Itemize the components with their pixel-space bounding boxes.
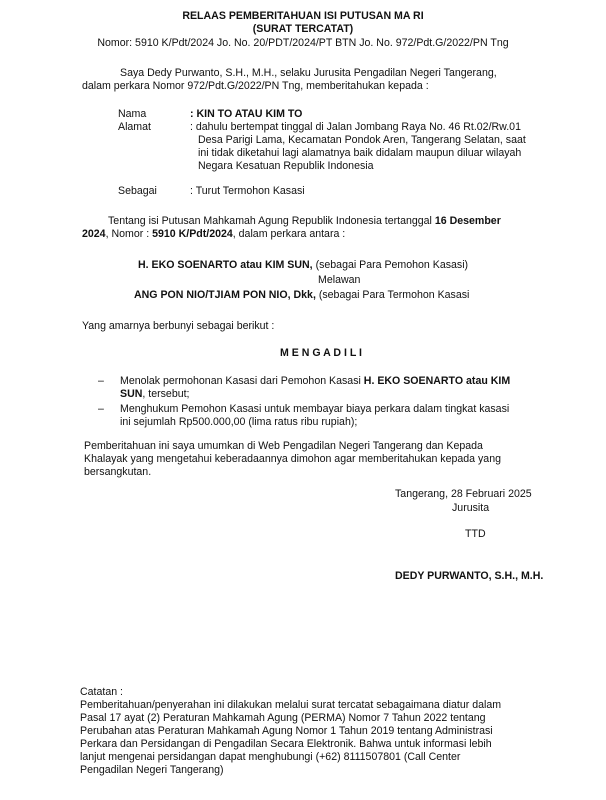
intro-line-1: Saya Dedy Purwanto, S.H., M.H., selaku Jurusita Pengadilan Negeri Tangerang, (120, 67, 497, 79)
announcement-line-3: bersangkutan. (84, 466, 152, 478)
pemohon-name: H. EKO SOENARTO atau KIM SUN, (138, 259, 313, 271)
ruling-2 (120, 403, 568, 429)
alamat-line: : dahulu bertempat tinggal di Jalan Jombang Raya No. 46 Rt.02/Rw.01 (190, 121, 521, 133)
pemohon-line (138, 259, 468, 272)
termohon-name: ANG PON NIO/TJIAM PON NIO, Dkk, (134, 289, 316, 301)
catatan-line: Pemberitahuan/penyerahan ini dilakukan melalui surat tercatat sebagaimana diatur dalam (80, 699, 502, 711)
putusan-date: 16 Desember (434, 215, 501, 227)
putusan-year: 2024 (82, 228, 106, 240)
signature-ttd: TTD (465, 528, 486, 540)
alamat-line: Negara Kesatuan Republik Indonesia (198, 160, 374, 172)
ruling-dash: – (98, 403, 104, 415)
tentang-text: , Nomor : (105, 228, 153, 240)
ruling-text: Menghukum Pemohon Kasasi untuk membayar biaya perkara dalam tingkat kasasi (120, 403, 510, 415)
ruling-party: H. EKO SOENARTO atau KIM (363, 375, 511, 387)
catatan-body (80, 699, 566, 777)
alamat-label: Alamat (118, 121, 151, 133)
ruling-text: ini sejumlah Rp500.000,00 (lima ratus ribu rupiah); (120, 416, 358, 428)
pemohon-role: (sebagai Para Pemohon Kasasi) (312, 259, 469, 271)
catatan-line: Perubahan atas Peraturan Mahkamah Agung Nomor 1 Tahun 2019 tentang Administrasi (80, 725, 493, 737)
document-number: Nomor: 5910 K/Pdt/2024 Jo. No. 20/PDT/2024/PT BTN Jo. No. 972/Pdt.G/2022/PN Tng (97, 37, 509, 49)
ruling-text: , tersebut; (142, 388, 190, 400)
nama-label: Nama (118, 108, 147, 120)
signature-name: DEDY PURWANTO, S.H., M.H. (395, 570, 544, 582)
melawan-label: Melawan (318, 274, 361, 286)
alamat-line: Desa Parigi Lama, Kecamatan Pondok Aren, Tangerang Selatan, saat (198, 134, 526, 146)
announcement-line-1: Pemberitahuan ini saya umumkan di Web Pengadilan Negeri Tangerang dan Kepada (84, 440, 483, 452)
tentang-line-2 (82, 228, 345, 241)
catatan-line: Pasal 17 ayat (2) Peraturan Mahkamah Agung (PERMA) Nomor 7 Tahun 2022 tentang (80, 712, 486, 724)
ruling-1 (120, 375, 568, 401)
catatan-label: Catatan : (80, 686, 123, 698)
nama-value: : KIN TO ATAU KIM TO (190, 108, 303, 120)
document-subtitle: (SURAT TERCATAT) (252, 23, 354, 35)
tentang-line-1 (108, 215, 501, 228)
tentang-text: , dalam perkara antara : (232, 228, 346, 240)
termohon-role: (sebagai Para Termohon Kasasi (315, 289, 470, 301)
catatan-line: Perkara dan Persidangan di Pengadilan Secara Elektronik. Bahwa untuk informasi lebih (80, 738, 492, 750)
sebagai-value: : Turut Termohon Kasasi (190, 185, 305, 197)
intro-line-2: dalam perkara Nomor 972/Pdt.G/2022/PN Tng, memberitahukan kepada : (82, 80, 429, 92)
putusan-number: 5910 K/Pdt/2024 (152, 228, 233, 240)
catatan-line: lanjut mengenai persidangan dapat menghubungi (+62) 8111507801 (Call Center (80, 751, 461, 763)
catatan-line: Pengadilan Negeri Tangerang) (80, 764, 224, 776)
termohon-line (134, 289, 469, 302)
mengadili-heading: M E N G A D I L I (279, 347, 362, 359)
ruling-text: Menolak permohonan Kasasi dari Pemohon Kasasi (120, 375, 364, 387)
ruling-dash: – (98, 375, 104, 387)
sebagai-label: Sebagai (118, 185, 157, 197)
alamat-line: ini tidak diketahui lagi alamatnya baik didalam maupun diluar wilayah (198, 147, 522, 159)
amar-intro: Yang amarnya berbunyi sebagai berikut : (82, 320, 275, 332)
tentang-text: Tentang isi Putusan Mahkamah Agung Republik Indonesia tertanggal (108, 215, 435, 227)
alamat-value (190, 121, 566, 173)
document-title: RELAAS PEMBERITAHUAN ISI PUTUSAN MA RI (182, 10, 424, 22)
ruling-party: SUN (120, 388, 143, 400)
signature-place-date: Tangerang, 28 Februari 2025 (395, 488, 532, 500)
announcement-line-2: Khalayak yang mengetahui keberadaannya dimohon agar memberitahukan kepada yang (84, 453, 501, 465)
signature-role: Jurusita (452, 502, 490, 514)
